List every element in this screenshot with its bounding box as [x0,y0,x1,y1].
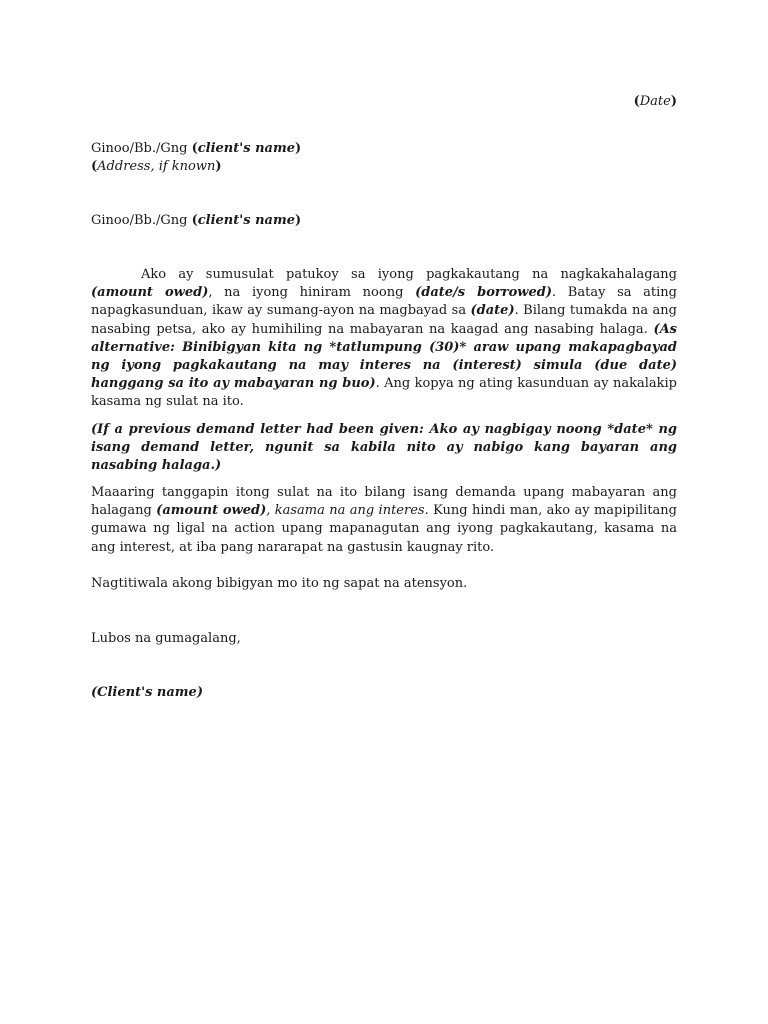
letter-date: (Date) [633,94,677,109]
body1-text-5: . Ang kopya ng ating kasunduan ay nakalakip kasama ng sulat na ito. [91,376,677,410]
body3-text-1: Maaaring tanggapin itong sulat na ito bilang isang demanda upang mabayaran ang halagang [91,485,677,519]
body3-text-3: Kung hindi man, ako ay mapipilitang gumawa ng ligal na action upang mapanagutan ang iyong pagkakautang, kasama na ang interest, at iba pang nararapat na gastusin kaugnay rito. [91,503,677,555]
body1-alternative: (As alternative: Binibigyan kita ng *tatlumpung (30)* araw upang makapagbayad ng iyong pagkakautang na may interes na (interest) simula (due date) hanggang sa ito ay mabayaran ng buo) [91,321,677,392]
recipient-client-name: client's name [197,141,295,156]
body-paragraph-3 [91,484,677,557]
body1-text-1: Ako ay sumusulat patukoy sa iyong pagkakautang na nagkakahalagang [141,267,677,282]
recipient-salutation: Ginoo/Bb./Gng [91,141,188,156]
body1-date: (date) [470,303,515,319]
body3-interest-note: , kasama na ang interes. [266,503,429,519]
body2-text: (If a previous demand letter had been given: Ako ay nagbigay noong *date* ng isang demand letter, ngunit sa kabila nito ay nabigo kang bayaran ang nasabing halaga.) [91,422,677,474]
recipient-block [91,140,677,177]
greeting-line: Ginoo/Bb./Gng (client's name) [91,213,302,228]
body1-amount: (amount owed) [91,285,209,301]
closing-line: Lubos na gumagalang, [91,631,241,646]
body1-text-3: . Batay sa ating napagkasunduan, ikaw ay sumang-ayon na magbayad sa [91,285,678,319]
recipient-name-line: Ginoo/Bb./Gng (client's name) [91,141,302,156]
body1-text-2: , na iyong hiniram noong [208,285,416,301]
greeting-salutation: Ginoo/Bb./Gng [91,213,188,228]
body-paragraph-1 [91,266,677,412]
body-paragraph-2 [91,421,677,476]
date-placeholder: Date [639,94,671,109]
body3-amount: (amount owed) [156,503,267,519]
body1-date-borrowed: (date/s borrowed) [415,285,552,301]
body-paragraph-4 [91,575,677,593]
body4-text: Nagtitiwala akong bibigyan mo ito ng sapat na atensyon. [91,576,468,591]
body1-text-4: . Bilang tumakda na ang nasabing petsa, ako ay humihiling na mabayaran na kaagad ang nasabing halaga. [91,303,677,337]
greeting-client-name: client's name [197,213,295,228]
signature-name: (Client's name) [91,685,203,700]
recipient-address-line: (Address, if known) [91,159,222,175]
recipient-address: Address, if known [97,159,216,175]
